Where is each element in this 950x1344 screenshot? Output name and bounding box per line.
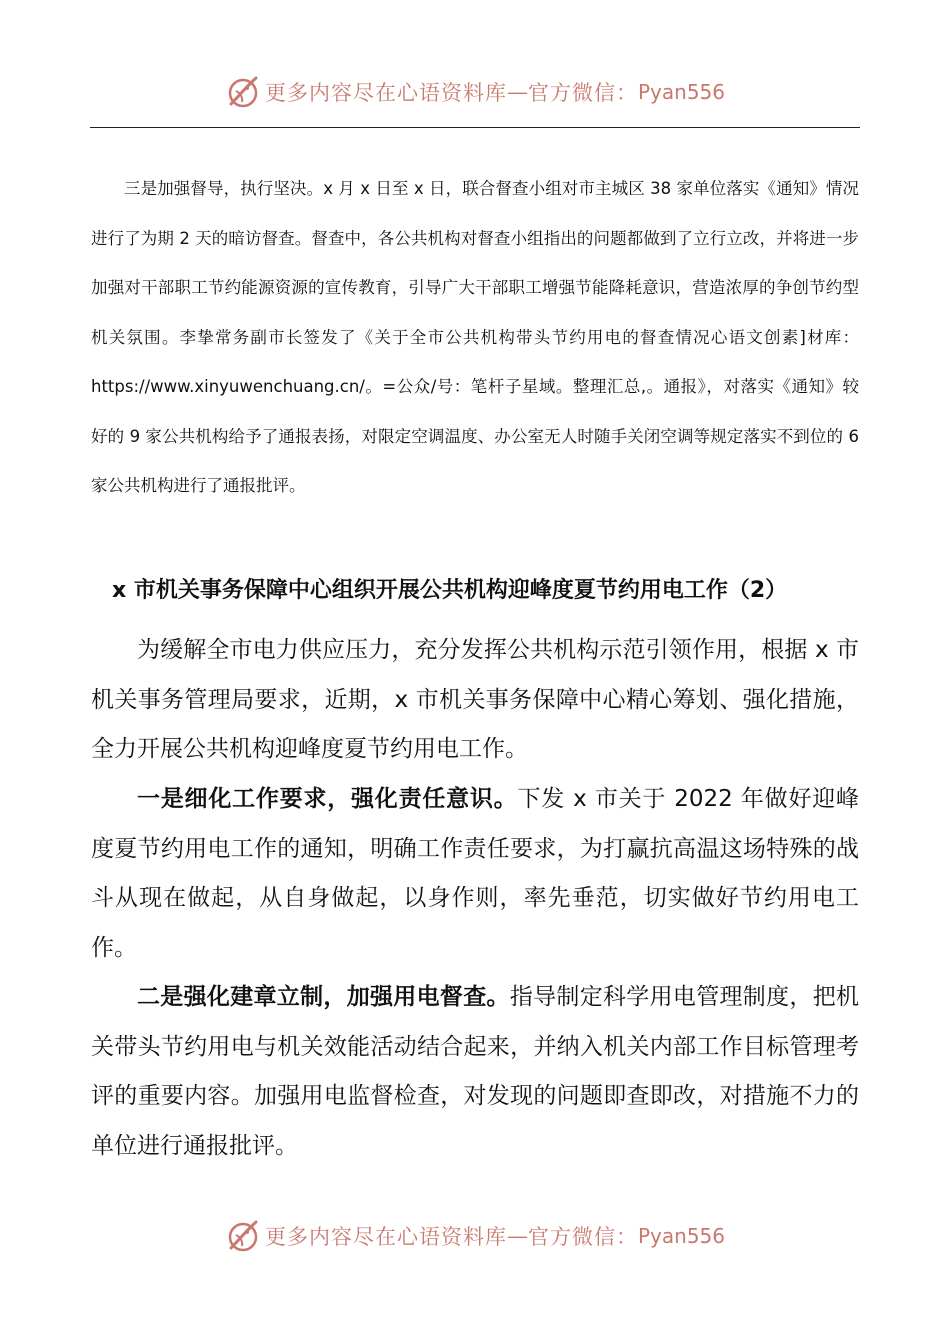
header-wechat-id: Pyan556 xyxy=(637,80,725,104)
footer-contact-label: 官方微信： xyxy=(527,1225,638,1249)
writing-brush-logo-icon xyxy=(225,74,261,110)
page-header-banner xyxy=(0,72,950,112)
body-paragraph-1: 为缓解全市电力供应压力，充分发挥公共机构示范引领作用，根据 x 市机关事务管理局要求，近期，x 市机关事务保障中心精心筹划、强化措施，全力开展公共机构迎峰度夏节约用电工作。 xyxy=(91,637,859,762)
writing-brush-logo-icon xyxy=(225,1218,261,1254)
body-paragraph-3 xyxy=(91,973,859,1171)
point-1-lead: 一是细化工作要求，强化责任意识。 xyxy=(137,786,518,812)
header-contact-label: 官方微信： xyxy=(527,81,638,105)
footer-separator: — xyxy=(506,1224,528,1248)
header-separator: — xyxy=(506,80,528,104)
body-paragraph-2 xyxy=(91,775,859,973)
point-2-body: 指导制定科学用电管理制度，把机关带头节约用电与机关效能活动结合起来，并纳入机关内部工作目标管理考评的重要内容。加强用电监督检查，对发现的问题即查即改，对措施不力的单位进行通报批评。 xyxy=(91,984,860,1159)
section-title: x 市机关事务保障中心组织开展公共机构迎峰度夏节约用电工作（2） xyxy=(112,578,788,603)
point-1-body: 下发 x 市关于 2022 年做好迎峰度夏节约用电工作的通知，明确工作责任要求，为打赢抗高温这场特殊的战斗从现在做起，从自身做起，以身作则，率先垂范，切实做好节约用电工作。 xyxy=(91,786,860,961)
header-site-name: 更多内容尽在心语资料库 xyxy=(264,81,507,105)
point-2-lead: 二是强化建章立制，加强用电督查。 xyxy=(137,984,510,1010)
footer-wechat-id: Pyan556 xyxy=(637,1224,725,1248)
intro-paragraph: 三是加强督导，执行坚决。x 月 x 日至 x 日，联合督查小组对市主城区 38 家单位落实《通知》情况进行了为期 2 天的暗访督查。督查中，各公共机构对督查小组指出的问题都做到了立行立改，并将进一步加强对干部职工节约能源资源的宣传教育，引导广大干部职工增强节能降耗意识，营造浓厚的争创节约型机关氛围。李挚常务副市长签发了《关于全市公共机构带头节约用电的督查情况心语文创素]材库：https://www.xinyuwenchuang.cn/。=公众/号：笔杆子星域。整理汇总,。通报》，对落实《通知》较好的 9 家公共机构给予了通报表扬，对限定空调温度、办公室无人时随手关闭空调等规定落实不到位的 6 家公共机构进行了通报批评。 xyxy=(91,179,859,495)
header-divider xyxy=(90,127,860,128)
page-footer-banner xyxy=(0,1216,950,1256)
footer-site-name: 更多内容尽在心语资料库 xyxy=(264,1225,507,1249)
